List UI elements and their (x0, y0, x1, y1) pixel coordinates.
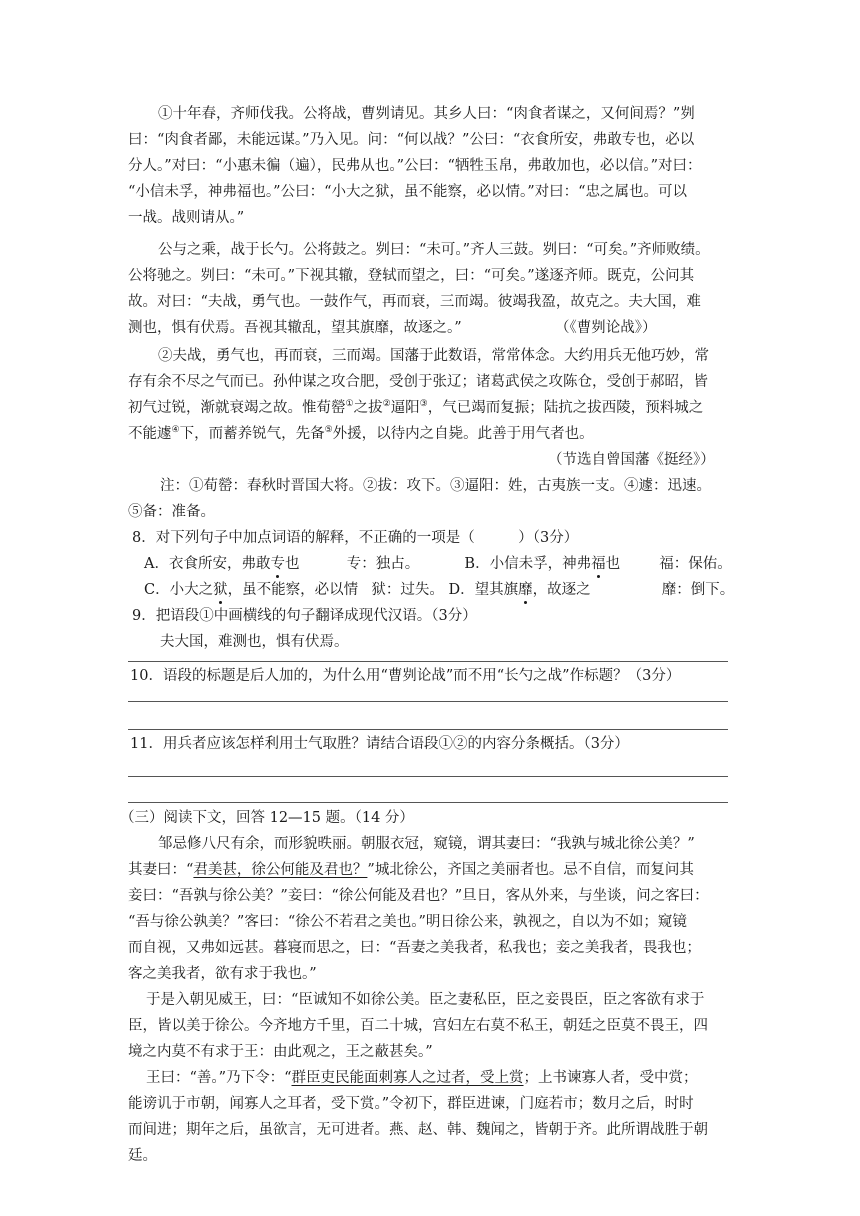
passage1-line: 曰：“肉食者鄙，未能远谋。”乃入见。问：“何以战？”公曰：“衣食所安，弗敢专也，必以 (128, 132, 695, 148)
dotted-word: 狱 (213, 582, 228, 598)
option-text: D．望其旗 (448, 582, 519, 598)
section3-line: 邹忌修八尺有余，而形貌昳丽。朝服衣冠，窥镜，谓其妻曰：“我孰与城北徐公美？” (158, 836, 695, 852)
q8-gloss-d: 靡：倒下。 (661, 582, 735, 598)
footnote-marker: ④ (171, 425, 180, 436)
answer-line[interactable] (128, 729, 728, 730)
footnote-marker: ③ (419, 399, 428, 410)
passage1-line: “小信未孚，神弗福也。”公曰：“小大之狱，虽不能察，必以情。”对曰：“忠之属也。可以 (128, 184, 688, 200)
footnote-marker: ① (345, 399, 354, 410)
section3-line (146, 1068, 728, 1088)
passage1-line: 测也，惧有伏焉。吾视其辙乱，望其旗靡，故逐之。” (128, 320, 462, 336)
passage2-line (128, 424, 728, 444)
section3-text: 其妻曰：“ (128, 862, 194, 878)
section3-line: 廷。 (128, 1148, 157, 1164)
section3-text: ”城北徐公，齐国之美丽者也。忌不自信，而复问其 (367, 862, 694, 878)
section3-line: 而自视，又弗如远甚。暮寝而思之，曰：“吾妻之美我者，私我也；妾之美我者，畏我也； (128, 940, 701, 956)
q8-option-d[interactable] (448, 582, 590, 598)
passage1-line: 公将驰之。刿曰：“未可。”下视其辙，登轼而望之，曰：“可矣。”遂逐齐师。既克，公问其 (128, 268, 695, 284)
footnote-marker: ⑤ (324, 425, 333, 436)
passage2-text: 逼阳 (390, 400, 420, 416)
section3-line: 境之内莫不有求于王：由此观之，王之蔽甚矣。” (128, 1044, 433, 1060)
option-text: B．小信未孚，神弗 (464, 556, 592, 572)
option-text: C．小大之 (144, 582, 214, 598)
passage2-char: 罃 (331, 400, 346, 416)
section3-line: “吾与徐公孰美？”客曰：“徐公不若君之美也。”明日徐公来，孰视之，自以为不如；窥镜 (128, 914, 687, 930)
passage2-text: ，气已竭而复振；陆抗之拔西陵，预料城之 (427, 400, 704, 416)
passage2-text: 之拔 (353, 400, 383, 416)
q8-gloss-b: 福：保佑。 (659, 556, 732, 572)
dotted-word: 专 (270, 556, 285, 572)
passage1-line: 故。对曰：“夫战，勇气也。一鼓作气，再而衰，三而竭。彼竭我盈，故克之。夫大国，难 (128, 294, 701, 310)
passage1-line: 一战。战则请从。” (128, 210, 245, 226)
option-text: A．衣食所安，弗敢 (144, 556, 271, 572)
section3-text: 王曰：“善。”乃下令：“ (146, 1070, 292, 1086)
q8-option-a[interactable] (144, 556, 299, 572)
passage1-line: ①十年春，齐师伐我。公将战，曹刿请见。其乡人曰：“肉食者谋之，又何间焉？”刿 (158, 106, 695, 122)
answer-line[interactable] (128, 701, 728, 702)
question-8-stem: 8．对下列句子中加点词语的解释，不正确的一项是（ ）（3分） (132, 530, 579, 546)
dotted-word: 靡 (518, 582, 533, 598)
question-9-stem: 9．把语段①中画横线的句子翻译成现代汉语。（3分） (132, 608, 477, 624)
section3-line: 能谤讥于市朝，闻寡人之耳者，受下赏。”令初下，群臣进谏，门庭若市；数月之后，时时 (128, 1096, 694, 1112)
option-text: 也 (284, 556, 300, 572)
option-text: 也 (605, 556, 621, 572)
passage2-line: 存有余不尽之气而已。孙仲谋之攻合肥，受创于张辽；诸葛武侯之攻陈仓，受创于郝昭，皆 (128, 374, 708, 390)
section3-line: 而间进；期年之后，虽欲言，无可进者。燕、赵、韩、魏闻之，皆朝于齐。此所谓战胜于朝 (128, 1122, 708, 1138)
question-11-stem: 11．用兵者应该怎样利用士气取胜？请结合语段①②的内容分条概括。（3分） (130, 736, 629, 752)
answer-line[interactable] (128, 802, 728, 803)
passage2-source: （节选自曾国藩《挺经》） (548, 452, 715, 468)
passage1-line: 公与之乘，战于长勺。公将鼓之。刿曰：“未可。”齐人三鼓。刿曰：“可矣。”齐师败绩。 (158, 242, 710, 258)
section3-line: 妾曰：“吾孰与徐公美？”妾曰：“徐公何能及君也？”旦日，客从外来，与坐谈，问之客曰： (128, 888, 709, 904)
answer-line[interactable] (128, 661, 728, 662)
passage1-source: （《曹刿论战》） (555, 320, 657, 336)
section-3-heading: （三）阅读下文，回答 12—15 题。（14 分） (120, 810, 414, 826)
passage2-text: 不能遽 (128, 426, 172, 442)
q8-option-b[interactable] (464, 556, 620, 572)
q8-gloss-a: 专：独占。 (346, 556, 420, 572)
notes-line: ⑤备：准备。 (128, 504, 215, 520)
underlined-sentence: 群臣吏民能面刺寡人之过者，受上赏 (291, 1070, 524, 1086)
q8-option-row (144, 580, 734, 600)
passage1-line: 分人。”对曰：“小惠未徧（遍），民弗从也。”公曰：“牺牲玉帛，弗敢加也，必以信。”对曰： (128, 158, 702, 174)
question-10-stem: 10．语段的标题是后人加的，为什么用“曹刿论战”而不用“长勺之战”作标题？（3分） (130, 668, 681, 684)
section3-line: 客之美我者，欲有求于我也。” (128, 966, 317, 982)
section3-line: 于是入朝见威王，曰：“臣诚知不如徐公美。臣之妻私臣，臣之妾畏臣，臣之客欲有求于 (146, 992, 705, 1008)
footnote-marker: ② (382, 399, 391, 410)
answer-line[interactable] (128, 776, 728, 777)
section3-line (128, 860, 728, 880)
q9-sentence: 夫大国，难测也，惧有伏焉。 (160, 634, 349, 650)
dotted-word: 福 (591, 556, 606, 572)
underlined-sentence: 君美甚，徐公何能及君也？ (193, 862, 368, 878)
q8-option-c[interactable] (144, 582, 358, 598)
option-text: ，故逐之 (532, 582, 591, 598)
notes-line: 注：①荀罃：春秋时晋国大将。②拔：攻下。③逼阳：姓，古夷族一支。④遽：迅速。 (160, 478, 711, 494)
q8-option-row (144, 554, 734, 574)
section3-text: ；上书谏寡人者，受中赏； (523, 1070, 698, 1086)
passage2-text: 初气过锐，渐就衰竭之故。惟荀 (128, 400, 331, 416)
section3-line: 臣，皆以美于徐公。今齐地方千里，百二十城，宫妇左右莫不私王，朝廷之臣莫不畏王，四 (128, 1018, 708, 1034)
passage2-line: ②夫战，勇气也，再而衰，三而竭。国藩于此数语，常常体念。大约用兵无他巧妙，常 (158, 348, 709, 364)
option-text: ，虽不能察，必以情 (227, 582, 359, 598)
passage2-line (128, 398, 728, 418)
q8-gloss-c: 狱：过失。 (371, 582, 444, 598)
passage2-text: 外援，以待内之自毙。此善于用气者也。 (332, 426, 594, 442)
passage2-text: 下，而蓄养锐气，先备 (179, 426, 325, 442)
